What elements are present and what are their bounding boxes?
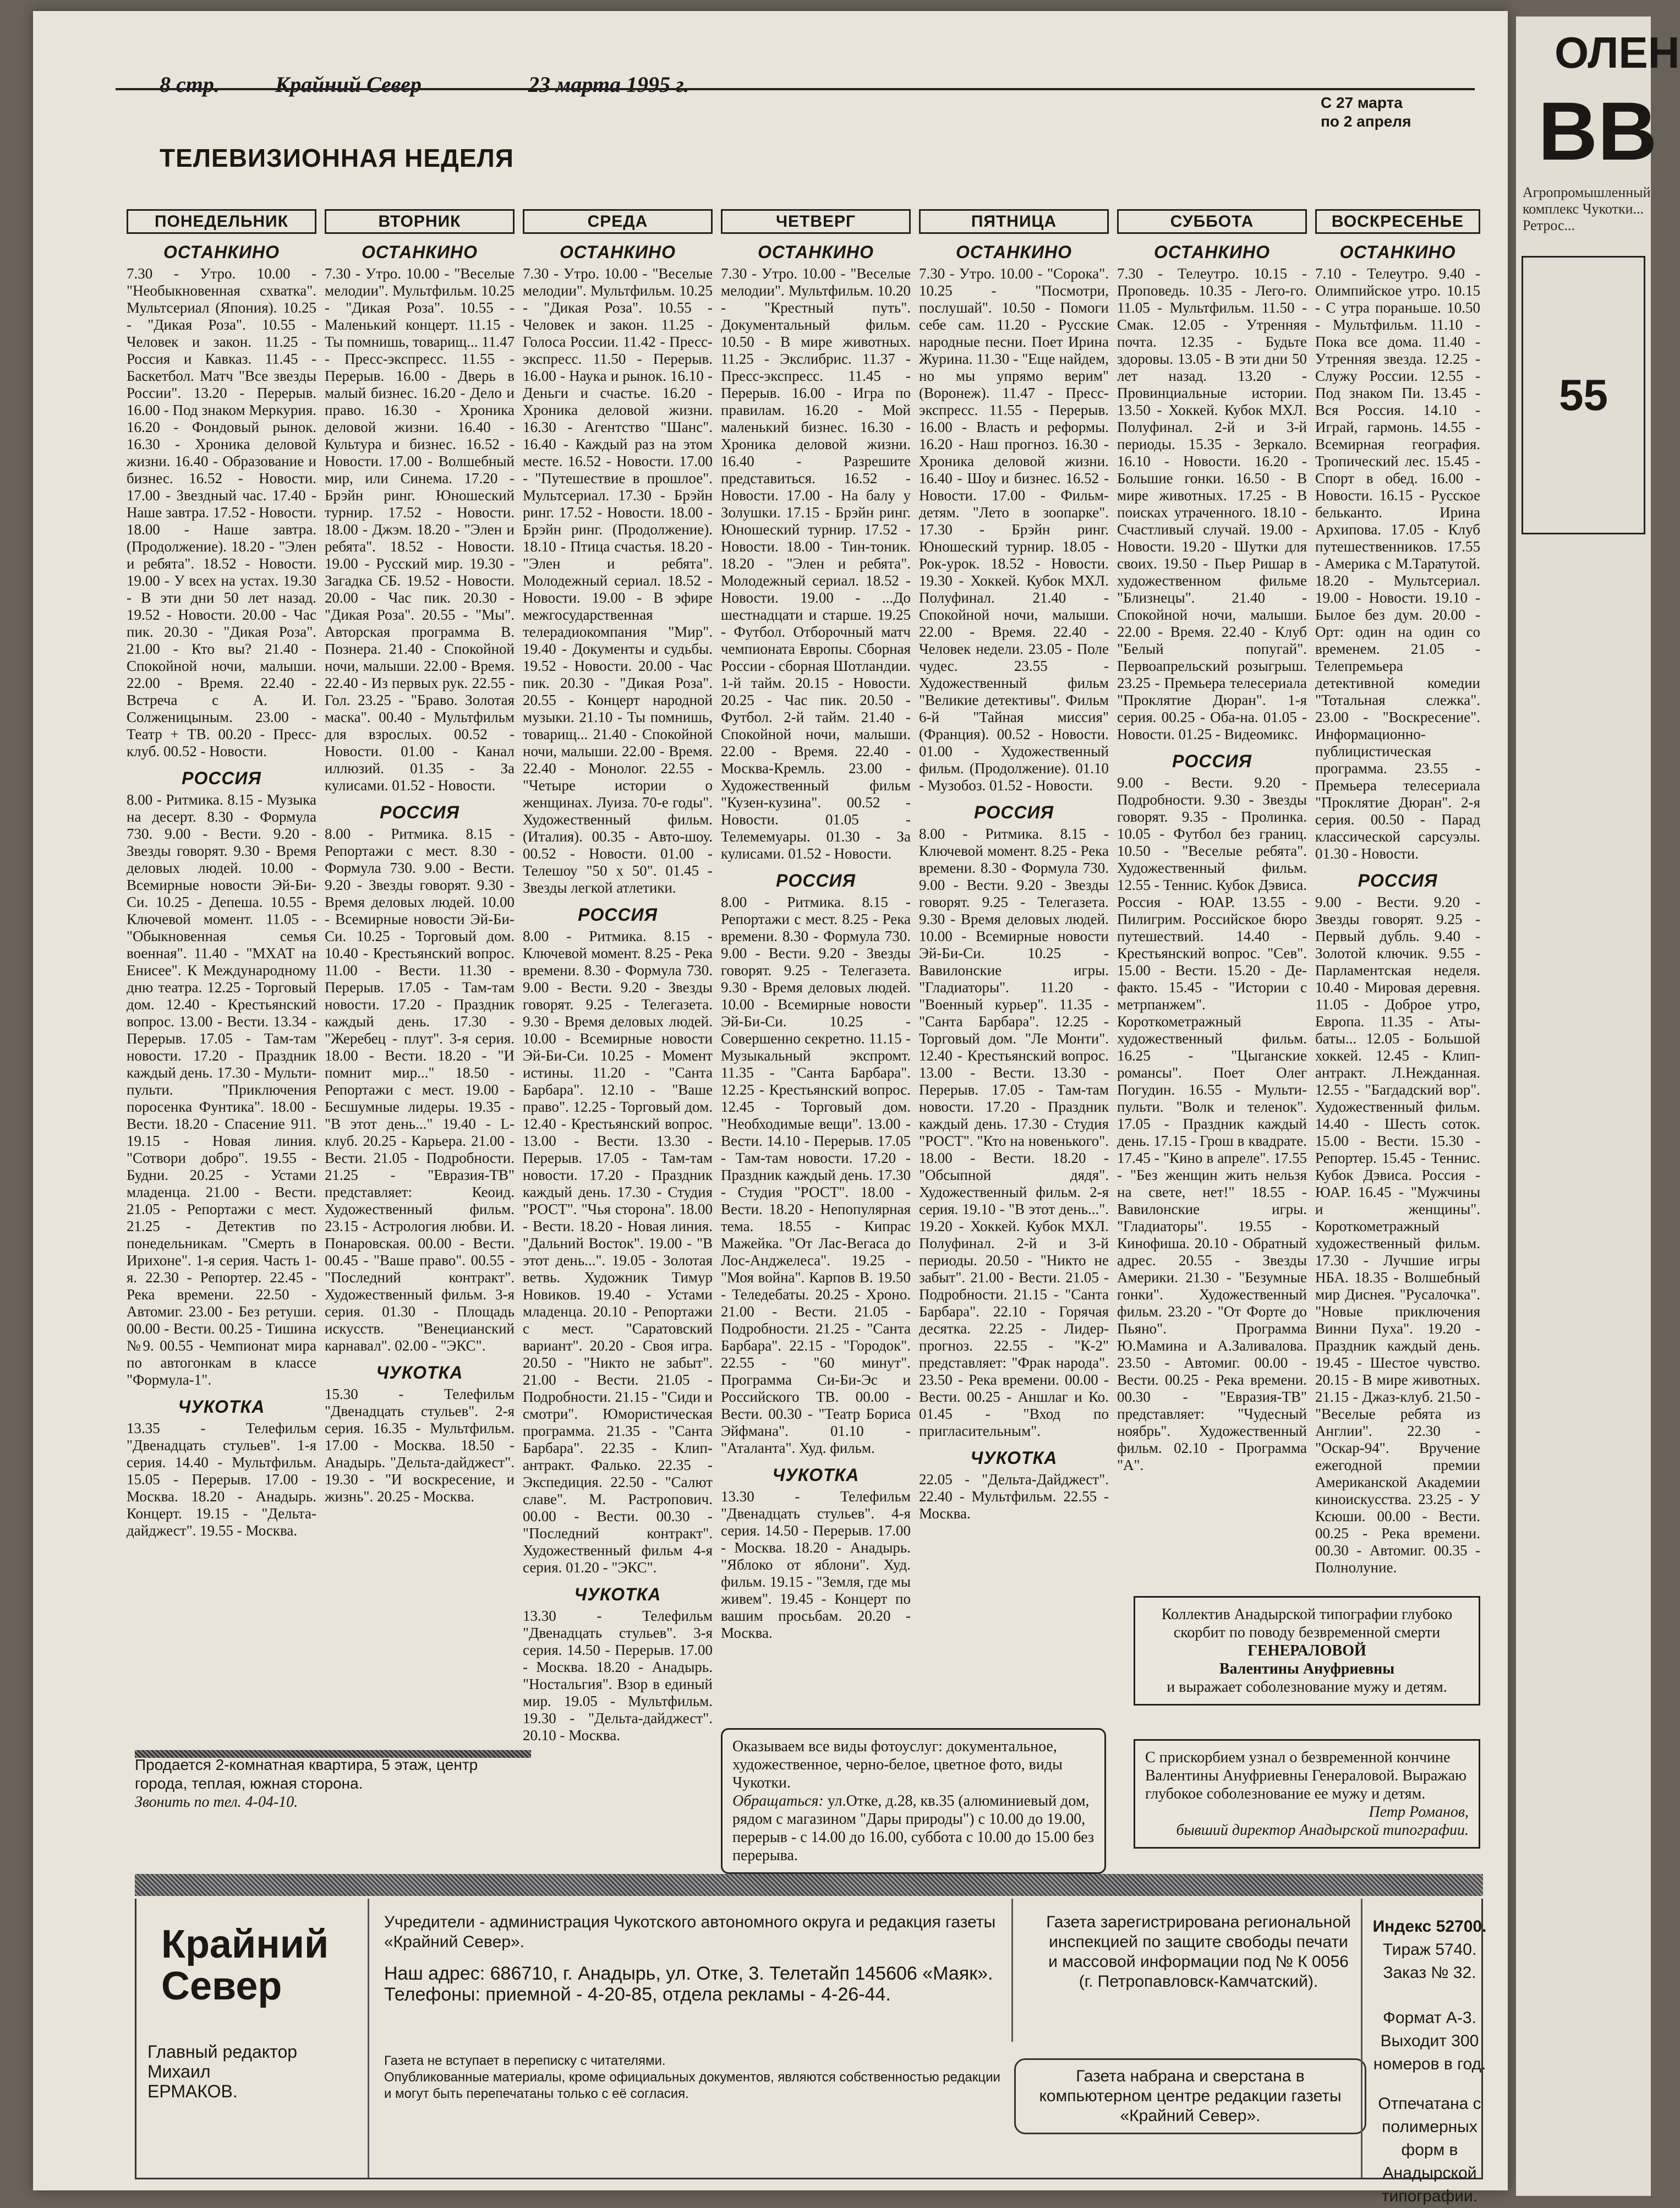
section-title: ТЕЛЕВИЗИОННАЯ НЕДЕЛЯ <box>160 144 514 172</box>
publication-details: Индекс 52700. Тираж 5740. Заказ № 32. Формат А-3. Выходит 300 номеров в год. Отпечатана с полимерных форм в Анадырской типографии. <box>1372 1917 1487 2205</box>
deceased-surname: ГЕНЕРАЛОВОЙ <box>1247 1642 1366 1659</box>
program-listing: 7.30 - Телеутро. 10.15 - Проповедь. 10.35 - Лего-го. 11.05 - Мультфильм. 11.50 - Смак. 12.05 - Утренняя почта. 12.35 - Будьте здоровы. 13.05 - В эти дни 50 лет назад. 13.20 - Провинциальные истории. 13.50 - Хоккей. Кубок МХЛ. Полуфинал. 2-й и 3-й периоды. 15.35 - Зеркало. 16.10 - Новости. 16.20 - Большие гонки. 16.50 - В мире животных. 17.25 - В поисках утраченного. 18.10 - Счастливый случай. 19.00 - Новости. 19.20 - Шутки для своих. 19.50 - Пьер Ришар в художественном фильме "Близнецы". 21.40 - Спокойной ночи, малыши. 22.00 - Время. 22.40 - Клуб "Белый попугай". Первоапрельский розыгрыш. 23.25 - Премьера телесериала "Проклятие Дюран". 1-я серия. 00.25 - Оба-на. 01.05 - Новости. 01.25 - Видеомикс. <box>1117 265 1307 742</box>
channel-name: РОССИЯ <box>578 905 658 925</box>
adjacent-big-letters: ВВ <box>1538 85 1657 177</box>
program-listing: 8.00 - Ритмика. 8.15 - Репортажи с мест. 8.30 - Формула 730. 9.00 - Вести. 9.20 - Звезды говорят. 9.30 - Время деловых людей. 10.00 - Всемирные новости Эй-Би-Си. 10.25 - Торговый дом. 10.40 - Крестьянский вопрос. 11.00 - Вести. 11.30 - Перерыв. 17.05 - Там-там новости. 17.20 - Праздник каждый день. 17.30 - "Жеребец - плут". 3-я серия. 18.00 - Вести. 18.20 - "И помнит мир..." 18.50 - Репортажи с мест. 19.00 - Бесшумные лидеры. 19.35 - "В этот день..." 19.40 - L-клуб. 20.25 - Карьера. 21.00 - Вести. 21.05 - Подробности. 21.25 - "Евразия-ТВ" представляет: Кеоид. Художественный фильм. 23.15 - Астрология любви. И. Понаровская. 00.00 - Вести. 00.45 - "Ваше право". 00.55 - "Последний контракт". Художественный фильм. 3-я серия. 01.30 - Площадь искусств. "Венецианский карнавал". 02.00 - "ЭКС". <box>325 826 515 1354</box>
program-listing: 8.00 - Ритмика. 8.15 - Ключевой момент. 8.25 - Река времени. 8.30 - Формула 730. 9.00 - Вести. 9.20 - Звезды говорят. 9.25 - Телегазета. 9.30 - Время деловых людей. 10.00 - Всемирные новости Эй-Би-Си. 10.25 - Момент истины. 11.20 - "Санта Барбара". 12.10 - "Ваше право". 12.25 - Торговый дом. 12.40 - Крестьянский вопрос. 13.00 - Вести. 13.30 - Перерыв. 17.05 - Там-там новости. 17.20 - Праздник каждый день. 17.30 - Студия "РОСТ". "Чья сторона". 18.00 - Вести. 18.20 - Новая линия. "Дальний Восток". 19.00 - "В этот день...". 19.05 - Золотая ветвь. Художник Тимур Новиков. 19.40 - Устами младенца. 20.10 - Репортажи с мест. "Саратовский вариант". 20.20 - Своя игра. 20.50 - "Никто не забыт". 21.00 - Вести. 21.05 - Подробности. 21.15 - "Сиди и смотри". Юмористическая программа. 21.35 - "Санта Барбара". 22.35 - Клип-антракт. Фалько. 22.35 - Экспедиция. 22.50 - "Салют славе". М. Растропович. 00.00 - Вести. 00.30 - "Последний контракт". Художественный фильм 4-я серия. 01.20 - "ЭКС". <box>523 928 713 1576</box>
day-column-tuesday <box>325 209 515 1505</box>
registration-info: Газета зарегистрирована региональной инспекцией по защите свободы печати и массовой информации под № К 0056 (г. Петропавловск-Камчатский). <box>1046 1913 1351 1991</box>
page-number: 8 стр. <box>160 72 220 97</box>
photo-services-ad: Оказываем все виды фотоуслуг: документальное, художественное, черно-белое, цветное фото, виды Чукотки. Обращаться: ул.Отке, д.28, кв.35 (алюминиевый дом, рядом с магазином "Дары природы") с 10.00 до 19.00, перерыв - с 14.00 до 16.00, суббота с 10.00 до 15.00 без перерыва. <box>721 1728 1106 1874</box>
apartment-ad: Продается 2-комнатная квартира, 5 этаж, центр города, теплая, южная сторона. Звонить по тел. 4-04-10. <box>135 1756 531 1812</box>
issue-date: 23 марта 1995 г. <box>528 72 689 97</box>
header-rule <box>116 88 1475 90</box>
channel-name: РОССИЯ <box>776 871 856 890</box>
divider <box>1011 1899 1013 2042</box>
program-listing: 13.35 - Телефильм "Двенадцать стульев". 1-я серия. 14.40 - Мультфильм. 15.05 - Перерыв. 17.00 - Москва. 18.20 - Анадырь. Концерт. 19.15 - "Дельта-дайджест". 19.55 - Москва. <box>127 1420 316 1539</box>
program-listing: 7.30 - Утро. 10.00 - "Веселые мелодии". Мультфильм. 10.25 - "Дикая Роза". 10.55 - Маленький концерт. 11.15 - Ты помнишь, товарищ... 11.47 - Пресс-экспресс. 11.55 - Перерыв. 16.00 - Дверь в малый бизнес. 16.20 - Дело и право. 16.30 - Хроника деловой жизни. 16.40 - Культура и бизнес. 16.52 - Новости. 17.00 - Волшебный мир, или Синема. 17.20 - Брэйн ринг. Юношеский турнир. 17.52 - Новости. 18.00 - Джэм. 18.20 - "Элен и ребята". 18.52 - Новости. 19.00 - Русский мир. 19.30 - Загадка СБ. 19.52 - Новости. 20.00 - Час пик. 20.30 - "Дикая Роза". 20.55 - "Мы". Авторская программа В. Познера. 21.40 - Спокойной ночи, малыши. 22.00 - Время. 22.40 - Из первых рук. 22.55 - Гол. 23.25 - "Браво. Золотая маска". 00.40 - Мультфильм для взрослых. 00.52 - Новости. 01.00 - Канал иллюзий. 01.35 - За кулисами. 01.52 - Новости. <box>325 265 515 794</box>
channel-name: ЧУКОТКА <box>970 1448 1058 1468</box>
paper-logo: Крайний Север <box>161 1922 329 2008</box>
day-header: ЧЕТВЕРГ <box>721 209 911 234</box>
program-listing: 7.30 - Утро. 10.00 - "Веселые мелодии". Мультфильм. 10.20 - "Крестный путь". Документальный фильм. 10.50 - В мире животных. 11.25 - Экслибрис. 11.37 - Пресс-экспресс. 11.45 - Перерыв. 16.00 - Игра по правилам. 16.20 - Мой маленький бизнес. 16.30 - Хроника деловой жизни. 16.40 - Разрешите представиться. 16.52 - Новости. 17.00 - На балу у Золушки. 17.15 - Брэйн ринг. Юношеский турнир. 17.52 - Новости. 18.00 - Тин-тоник. 18.20 - "Элен и ребята". Молодежный сериал. 18.52 - Новости. 19.00 - ...До шестнадцати и старше. 19.25 - Футбол. Отборочный матч чемпионата Европы. Сборная России - сборная Шотландии. 1-й тайм. 20.15 - Новости. 20.25 - Час пик. 20.50 - Футбол. 2-й тайм. 21.40 - Спокойной ночи, малыши. 22.00 - Время. 22.40 - Москва-Кремль. 23.00 - Художественный фильм "Кузен-кузина". 00.52 - Новости. 01.05 - Телемемуары. 01.30 - За кулисами. 01.52 - Новости. <box>721 265 911 862</box>
paper-name: Крайний Север <box>275 72 422 97</box>
day-header: ВОСКРЕСЕНЬЕ <box>1315 209 1480 234</box>
founders-info: Учредители - администрация Чукотского автономного округа и редакция газеты «Крайний Север». Наш адрес: 686710, г. Анадырь, ул. Отке, 3. Телетайп 145606 «Маяк». Телефоны: приемной - 4-20-85, отдела рекламы - 4-26-44. <box>384 1912 1006 2005</box>
adjacent-headline: ОЛЕН <box>1555 28 1680 77</box>
channel-name: ОСТАНКИНО <box>1339 242 1456 262</box>
program-listing: 8.00 - Ритмика. 8.15 - Репортажи с мест. 8.25 - Река времени. 8.30 - Формула 730. 9.00 - Вести. 9.20 - Звезды говорят. 9.25 - Телегазета. 9.30 - Время деловых людей. 10.00 - Всемирные новости Эй-Би-Си. 10.25 - Совершенно секретно. 11.15 - Музыкальный экспромт. 11.35 - "Санта Барбара". 12.25 - Крестьянский вопрос. 12.45 - Торговый дом. "Необходимые вещи". 13.00 - Вести. 14.10 - Перерыв. 17.05 - Там-там новости. 17.20 - Праздник каждый день. 17.30 - Студия "РОСТ". 18.00 - Вести. 18.20 - Непопулярная тема. 18.55 - Кипрас Мажейка. "От Лас-Вегаса до Лос-Анджелеса". 19.25 - "Моя война". Карпов В. 19.50 - Теледебаты. 20.25 - Хроно. 21.00 - Вести. 21.05 - Подробности. 21.25 - "Санта Барбара". 22.15 - "Городок". 22.55 - "60 минут". Программа Си-Би-Эс и Российского ТВ. 00.00 - Вести. 00.30 - "Театр Бориса Эйфмана". 01.10 - "Аталанта". Худ. фильм. <box>721 894 911 1456</box>
program-listing: 8.00 - Ритмика. 8.15 - Музыка на десерт. 8.30 - Формула 730. 9.00 - Вести. 9.20 - Звезды говорят. 9.30 - Время деловых людей. 10.00 - Всемирные новости Эй-Би-Си. 10.25 - Депеша. 10.55 - Ключевой момент. 11.05 - "Обыкновенная семья военная". 11.40 - "МХАТ на Енисее". К Международному дню театра. 12.25 - Торговый дом. 12.40 - Крестьянский вопрос. 13.00 - Вести. 13.34 - Перерыв. 17.05 - Там-там новости. 17.20 - Праздник каждый день. 17.30 - Мульти-пульти. "Приключения поросенка Фунтика". 18.00 - Вести. 18.20 - Спасение 911. 19.15 - Новая линия. "Сотвори добро". 19.55 - Будни. 20.25 - Устами младенца. 21.00 - Вести. 21.05 - Репортажи с мест. 21.25 - Детектив по понедельникам. "Смерть в Ирихоне". 1-я серия. Часть 1-я. 22.30 - Репортер. 22.45 - Река времени. 22.50 - Автомиг. 23.00 - Без ретуши. 00.00 - Вести. 00.25 - Тишина №9. 00.55 - Чемпионат мира по автогонкам в классе "Формула-1". <box>127 791 316 1388</box>
day-column-sunday <box>1315 209 1480 1576</box>
channel-name: ОСТАНКИНО <box>757 242 874 262</box>
channel-name: ЧУКОТКА <box>178 1397 265 1417</box>
typeset-info: Газета набрана и сверстана в компьютерном центре редакции газеты «Крайний Север». <box>1014 2058 1366 2134</box>
adjacent-page <box>1516 17 1680 2196</box>
channel-name: ЧУКОТКА <box>772 1465 860 1485</box>
adjacent-text: Агропромышленный комплекс Чукотки... Ретрос... <box>1523 184 1651 233</box>
channel-name: РОССИЯ <box>974 802 1054 822</box>
apartment-ad-phone: Звонить по тел. 4-04-10. <box>135 1794 298 1811</box>
editorial-notice: Газета не вступает в переписку с читателями. Опубликованные материалы, кроме официальных документов, являются собственностью редакции и могут быть перепечатаны только с её согласия. <box>384 2053 1000 2101</box>
editorial-address: Наш адрес: 686710, г. Анадырь, ул. Отке, 3. Телетайп 145606 «Маяк». Телефоны: приемной - 4-20-85, отдела рекламы - 4-26-44. <box>384 1963 993 2005</box>
program-listing: 7.10 - Телеутро. 9.40 - Олимпийское утро. 10.15 - С утра пораньше. 10.50 - Мультфильм. 11.10 - Пока все дома. 11.40 - Утренняя звезда. 12.25 - Служу России. 12.55 - Под знаком Пи. 13.45 - Вся Россия. 14.10 - Играй, гармонь. 14.55 - Всемирная география. Тропический лес. 15.45 - Спорт в обед. 16.00 - Новости. 16.15 - Русское бельканто. Ирина Архипова. 17.05 - Клуб путешественников. 17.55 - Америка с М.Таратутой. 18.20 - Мультсериал. 19.00 - Новости. 19.10 - Былое без дум. 20.00 - Орт: один на один со временем. 21.05 - Телепремьера детективной комедии "Тотальная слежка". 23.00 - "Воскресение". Информационно-публицистическая программа. 23.55 - Премьера телесериала "Проклятие Дюран". 2-я серия. 00.50 - Парад классической сарсуэлы. 01.30 - Новости. <box>1315 265 1480 862</box>
channel-name: ЧУКОТКА <box>574 1584 661 1604</box>
channel-name: РОССИЯ <box>380 802 459 822</box>
condolence-notice-personal: С прискорбием узнал о безвременной кончине Валентины Ануфриевны Генераловой. Выражаю глубокое соболезнование ее мужу и детям. Петр Романов, бывший директор Анадырской типографии. <box>1134 1739 1480 1849</box>
program-listing: 7.30 - Утро. 10.00 - "Необыкновенная схватка". Мультсериал (Япония). 10.25 - "Дикая Роза". 10.55 - Человек и закон. 11.25 - Россия и Кавказ. 11.45 - Баскетбол. Матч "Все звезды России". 13.20 - Перерыв. 16.00 - Под знаком Меркурия. 16.20 - Фондовый рынок. 16.30 - Хроника деловой жизни. 16.40 - Образование и бизнес. 16.52 - Новости. 17.00 - Звездный час. 17.40 - Наше завтра. 17.52 - Новости. 18.00 - Наше завтра. (Продолжение). 18.20 - "Элен и ребята". 18.52 - Новости. 19.00 - У всех на устах. 19.30 - В эти дни 50 лет назад. 19.52 - Новости. 20.00 - Час пик. 20.30 - "Дикая Роза". 21.00 - Кто вы? 21.40 - Спокойной ночи, малыши. 22.00 - Время. 22.40 - Встреча с А. И. Солженицыным. 23.00 - Театр + ТВ. 00.20 - Пресс-клуб. 00.52 - Новости. <box>127 265 316 759</box>
channel-name: РОССИЯ <box>1172 751 1252 771</box>
imprint <box>135 1899 1487 2205</box>
day-header: СРЕДА <box>523 209 713 234</box>
channel-name: ОСТАНКИНО <box>361 242 478 262</box>
day-header: ВТОРНИК <box>325 209 515 234</box>
channel-name: ОСТАНКИНО <box>559 242 676 262</box>
week-period: С 27 марта по 2 апреля <box>1321 94 1411 130</box>
channel-name: ОСТАНКИНО <box>163 242 280 262</box>
adjacent-box: 55 <box>1522 256 1645 534</box>
program-listing: 7.30 - Утро. 10.00 - "Сорока". 10.25 - "Посмотри, послушай". 10.50 - Помоги себе сам. 11.20 - Русские народные песни. Поет Ирина Журина. 11.30 - "Еще найдем, но мы упрямо верим" (Воронеж). 11.47 - Пресс-экспресс. 11.55 - Перерыв. 16.00 - Власть и реформы. 16.20 - Наш прогноз. 16.30 - Хроника деловой жизни. 16.40 - Шоу и бизнес. 16.52 - Новости. 17.00 - Фильм-детям. "Лето в зоопарке". 17.30 - Брэйн ринг. Юношеский турнир. 18.05 - Рок-урок. 18.52 - Новости. 19.30 - Хоккей. Кубок МХЛ. Полуфинал. 21.40 - Спокойной ночи, малыши. 22.00 - Время. 22.40 - Человек недели. 23.05 - Поле чудес. 23.55 - Художественный фильм "Великие детективы". Фильм 6-й "Тайная миссия" (Франция). 00.52 - Новости. 01.00 - Художественный фильм. (Продолжение). 01.10 - Музобоз. 01.52 - Новости. <box>919 265 1109 794</box>
program-listing: 7.30 - Утро. 10.00 - "Веселые мелодии". Мультфильм. 10.25 - "Дикая Роза". 10.55 - Человек и закон. 11.25 - Голоса России. 11.42 - Пресс-экспресс. 11.50 - Перерыв. 16.00 - Наука и рынок. 16.10 - Деньги и счастье. 16.20 - Хроника деловой жизни. 16.30 - Агентство "Шанс". 16.40 - Каждый раз на этом месте. 16.52 - Новости. 17.00 - "Путешествие в прошлое". Мультсериал. 17.30 - Брэйн ринг. 17.52 - Новости. 18.00 - Брэйн ринг. (Продолжение). 18.10 - Птица счастья. 18.20 - "Элен и ребята". Молодежный сериал. 18.52 - Новости. 19.00 - В эфире межгосударственная телерадиокомпания "Мир". 19.40 - Документы и судьбы. 19.52 - Новости. 20.00 - Час пик. 20.30 - "Дикая Роза". 20.55 - Концерт народной музыки. 21.10 - Ты помнишь, товарищ... 21.40 - Спокойной ночи, малыши. 22.00 - Время. 22.40 - Монолог. 22.55 - "Четыре истории о женщинах. Луиза. 70-е годы". Художественный фильм. (Италия). 00.35 - Авто-шоу. 00.52 - Новости. 01.00 - Телешоу "50 х 50". 01.45 - Звезды легкой атлетики. <box>523 265 713 896</box>
program-listing: 15.30 - Телефильм "Двенадцать стульев". 2-я серия. 16.35 - Мультфильм. 17.00 - Москва. 18.50 - Анадырь. "Дельта-дайджест". 19.30 - "И воскресение, и жизнь". 20.25 - Москва. <box>325 1386 515 1505</box>
program-listing: 9.00 - Вести. 9.20 - Звезды говорят. 9.25 - Первый дубль. 9.40 - Золотой ключик. 9.55 - Парламентская неделя. 10.40 - Мировая деревня. 11.05 - Доброе утро, Европа. 11.35 - Аты-баты... 12.05 - Большой хоккей. 12.45 - Клип-антракт. Л.Нежданная. 12.55 - "Багдадский вор". Художественный фильм. 14.40 - Шесть соток. 15.00 - Вести. 15.30 - Репортер. 15.45 - Теннис. Кубок Дэвиса. Россия - ЮАР. 16.45 - "Мужчины и женщины". Короткометражный художественный фильм. 17.30 - Лучшие игры НБА. 18.35 - Волшебный мир Диснея. "Русалочка". "Новые приключения Винни Пуха". 19.20 - Праздник каждый день. 19.45 - Шестое чувство. 20.15 - В мире животных. 21.15 - Джаз-клуб. 21.50 - "Веселые ребята из Англии". 22.30 - "Оскар-94". Вручение ежегодной премии Американской Академии киноискусства. 23.25 - У Ксюши. 00.00 - Вести. 00.25 - Река времени. 00.30 - Автомиг. 00.35 - Полнолуние. <box>1315 894 1480 1576</box>
channel-name: ОСТАНКИНО <box>1153 242 1270 262</box>
program-listing: 13.30 - Телефильм "Двенадцать стульев". 4-я серия. 14.50 - Перерыв. 17.00 - Москва. 18.20 - Анадырь. "Яблоко от яблони". Худ. фильм. 19.15 - "Земля, где мы живем". 19.45 - Концерт по вашим просьбам. 20.20 - Москва. <box>721 1488 911 1641</box>
day-column-wednesday <box>523 209 713 1744</box>
day-column-friday <box>919 209 1109 1522</box>
day-column-monday <box>127 209 316 1539</box>
condolence-notice-typography: Коллектив Анадырской типографии глубоко скорбит по поводу безвременной смерти ГЕНЕРАЛОВОЙ Валентины Ануфриевны и выражает соболезнование мужу и детям. <box>1134 1596 1480 1706</box>
day-header: ПОНЕДЕЛЬНИК <box>127 209 316 234</box>
day-header: СУББОТА <box>1117 209 1307 234</box>
day-column-thursday <box>721 209 911 1642</box>
program-listing: 22.05 - "Дельта-Дайджест". 22.40 - Мультфильм. 22.55 - Москва. <box>919 1471 1109 1522</box>
day-header: ПЯТНИЦА <box>919 209 1109 234</box>
divider <box>368 1899 369 2178</box>
program-listing: 8.00 - Ритмика. 8.15 - Ключевой момент. 8.25 - Река времени. 8.30 - Формула 730. 9.00 - Вести. 9.20 - Звезды говорят. 9.25 - Телегазета. 9.30 - Время деловых людей. 10.00 - Всемирные новости Эй-Би-Си. 10.25 - Вавилонские игры. "Гладиаторы". 11.20 - "Военный курьер". 11.35 - "Санта Барбара". 12.25 - Торговый дом. "Ле Монти". 12.40 - Крестьянский вопрос. 13.00 - Вести. 13.30 - Перерыв. 17.05 - Там-там новости. 17.20 - Праздник каждый день. 17.30 - Студия "РОСТ". "Кто на новенького". 18.00 - Вести. 18.20 - "Обсыпной дядя". Художественный фильм. 2-я серия. 19.10 - "В этот день...". 19.20 - Хоккей. Кубок МХЛ. Полуфинал. 2-й и 3-й периоды. 20.50 - "Никто не забыт". 21.00 - Вести. 21.05 - Подробности. 21.15 - "Санта Барбара". 22.10 - Горячая десятка. 22.25 - Лидер-прогноз. 22.55 - "К-2" представляет: "Фрак народа". 23.50 - Река времени. 00.00 - Вести. 00.25 - Аншлаг и Ко. 01.45 - "Вход по пригласительным". <box>919 826 1109 1439</box>
newspaper-page <box>33 11 1508 2205</box>
program-listing: 13.30 - Телефильм "Двенадцать стульев". 3-я серия. 14.50 - Перерыв. 17.00 - Москва. 18.20 - Анадырь. "Ностальгия". Взор в единый мир. 19.05 - Мультфильм. 19.30 - "Дельта-дайджест". 20.10 - Москва. <box>523 1608 713 1744</box>
channel-name: ЧУКОТКА <box>376 1363 463 1382</box>
program-listing: 9.00 - Вести. 9.20 - Подробности. 9.30 - Звезды говорят. 9.35 - Пролинка. 10.05 - Футбол без границ. 10.50 - "Веселые ребята". Художественный фильм. 12.55 - Теннис. Кубок Дэвиса. Россия - ЮАР. 13.55 - Пилигрим. Российское бюро путешествий. 14.40 - Крестьянский вопрос. "Сев". 15.00 - Вести. 15.20 - Де-факто. 15.45 - "Истории с метрпанжем". Короткометражный художественный фильм. 16.25 - "Цыганские романсы". Поет Олег Погудин. 16.55 - Мульти-пульти. "Волк и теленок". 17.05 - Праздник каждый день. 17.15 - Грош в квадрате. 17.45 - "Кино в апреле". 17.55 - "Без женщин жить нельзя на свете, нет!" 18.55 - Вавилонские игры. "Гладиаторы". 19.55 - Кинофиша. 20.10 - Обратный адрес. 20.55 - Звезды Америки. 21.30 - "Безумные гонки". Художественный фильм. 23.20 - "От Форте до Пьяно". Программа Ю.Мамина и А.Заливалова. 23.50 - Автомиг. 00.00 - Вести. 00.25 - Река времени. 00.30 - "Евразия-ТВ" представляет: "Чудесный ноябрь". Художественный фильм. 02.10 - Программа "А". <box>1117 774 1307 1473</box>
deceased-name: Валентины Ануфриевны <box>1219 1660 1395 1677</box>
footer-band <box>135 1874 1483 1896</box>
channel-name: РОССИЯ <box>1358 871 1438 890</box>
editor-in-chief: Главный редактор Михаил ЕРМАКОВ. <box>147 2042 298 2101</box>
channel-name: ОСТАНКИНО <box>955 242 1072 262</box>
divider <box>1361 1899 1362 2178</box>
channel-name: РОССИЯ <box>182 768 261 788</box>
day-column-saturday <box>1117 209 1307 1474</box>
